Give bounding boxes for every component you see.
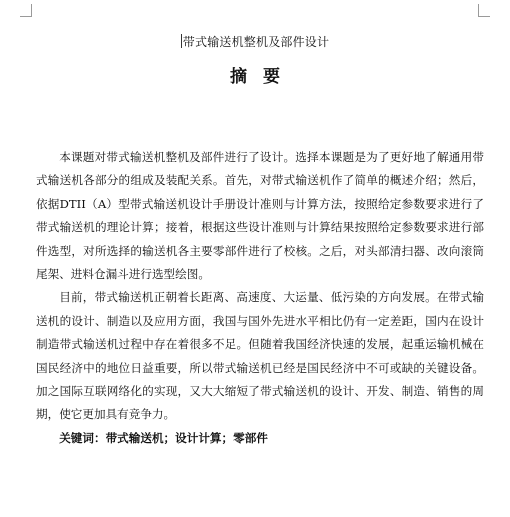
keywords-value: 带式输送机；设计计算；零部件 bbox=[105, 430, 268, 445]
crop-mark bbox=[478, 4, 479, 16]
document-title bbox=[0, 34, 510, 50]
abstract-body bbox=[36, 146, 484, 450]
crop-mark bbox=[478, 16, 490, 17]
abstract-heading: 摘要 bbox=[230, 67, 296, 87]
crop-mark bbox=[20, 16, 32, 17]
keywords-line bbox=[36, 427, 484, 450]
abstract-paragraph-2: 目前，带式输送机正朝着长距离、高速度、大运量、低污染的方向发展。在带式输送机的设计、制造以及应用方面，我国与国外先进水平相比仍有一定差距，国内在设计制造带式输送机过程中存在着很多不足。但随着我国经济快速的发展，起重运输机械在国民经济中的地位日益重要，所以带式输送机已经是国民经济中不可或缺的关键设备。加之国际互联网络化的实现，又大大缩短了带式输送机的设计、开发、制造、销售的周期，使它更加具有竞争力。 bbox=[36, 290, 484, 422]
abstract-paragraph-1: 本课题对带式输送机整机及部件进行了设计。选择本课题是为了更好地了解通用带式输送机各部分的组成及装配关系。首先，对带式输送机作了简单的概述介绍；然后，依据DTII（A）型带式输送机设计手册设计准则与计算方法，按照给定参数要求进行了带式输送机的理论计算；接着，根据这些设计准则与计算结果按照给定参数要求进行部件选型，对所选择的输送机各主要零部件进行了校核。之后，对头部清扫器、改向滚筒尾架、进料仓漏斗进行选型绘图。 bbox=[36, 150, 484, 282]
document-title-text: 带式输送机整机及部件设计 bbox=[182, 35, 330, 49]
text-cursor bbox=[181, 34, 182, 48]
keywords-label: 关键词： bbox=[59, 430, 106, 445]
crop-mark bbox=[31, 4, 32, 16]
